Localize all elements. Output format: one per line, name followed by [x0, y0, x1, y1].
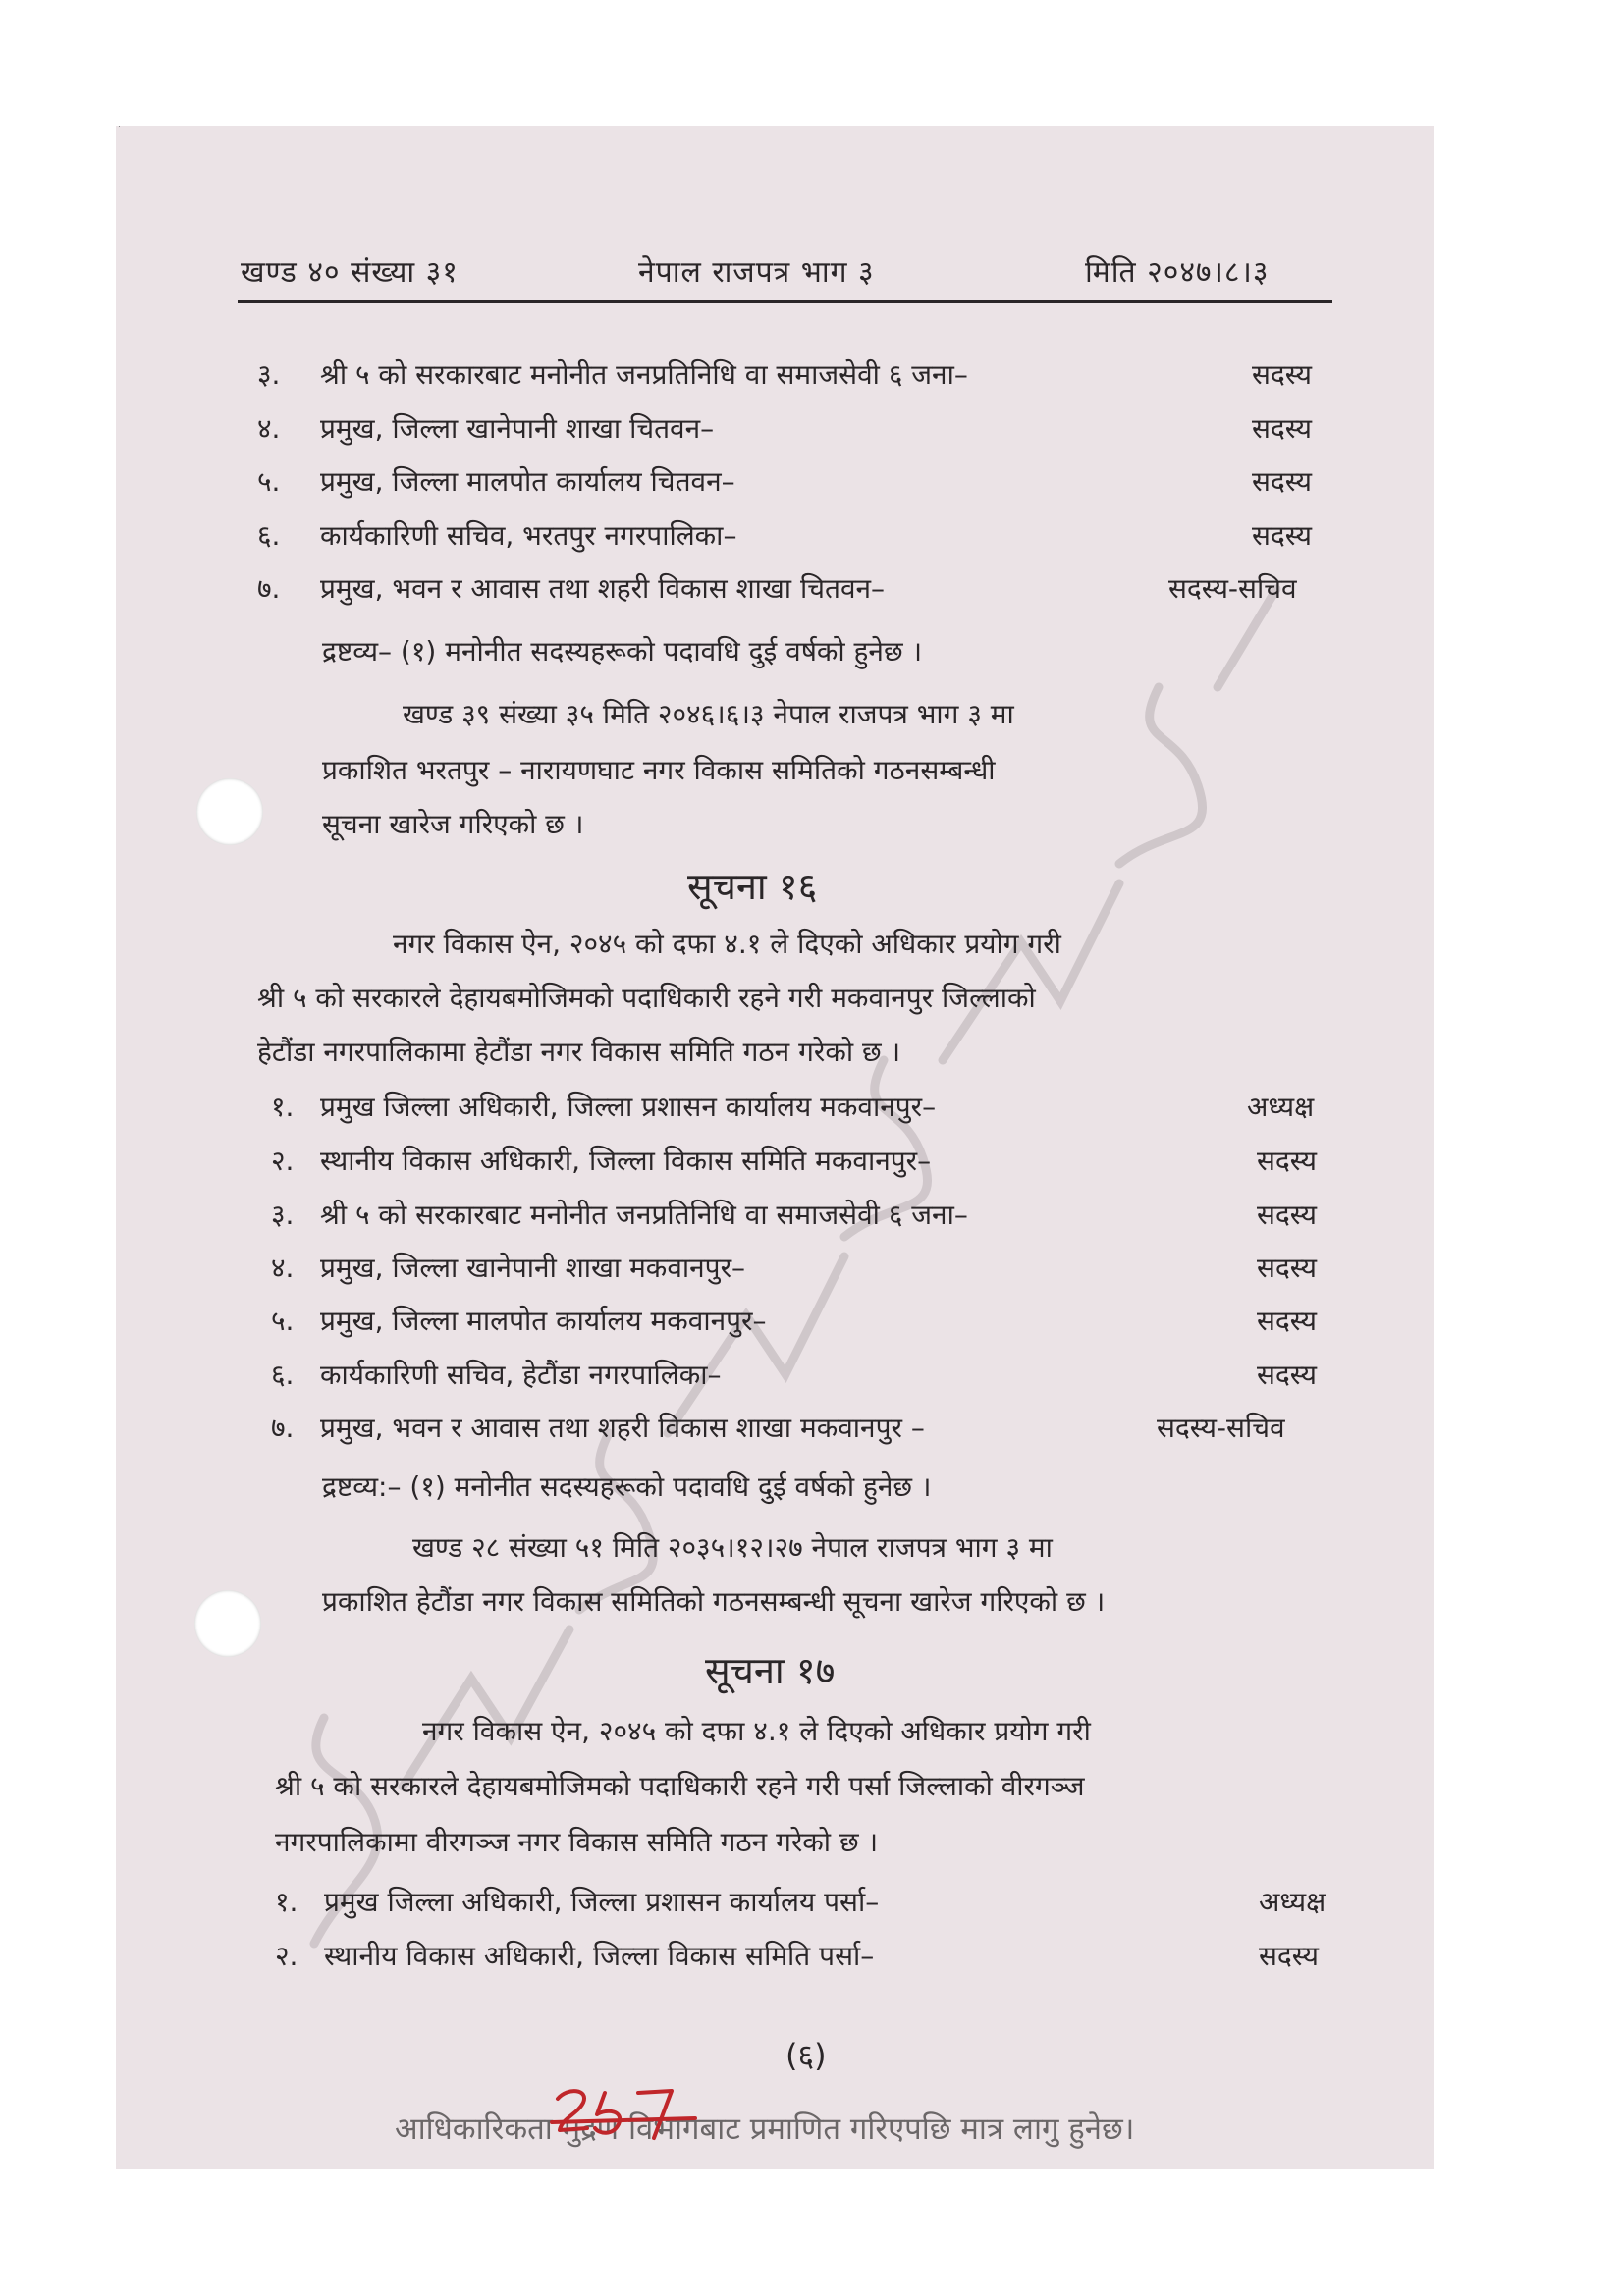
issue-number: खण्ड ४० संख्या ३१: [241, 255, 459, 290]
item-text: प्रमुख जिल्ला अधिकारी, जिल्ला प्रशासन कार्यालय मकवानपुर–: [320, 1091, 937, 1123]
item-text: प्रमुख, भवन र आवास तथा शहरी विकास शाखा मकवानपुर –: [320, 1412, 925, 1444]
item-text: प्रमुख, भवन र आवास तथा शहरी विकास शाखा चितवन–: [320, 572, 886, 605]
repeal-line: खण्ड २८ संख्या ५१ मिति २०३५।१२।२७ नेपाल राजपत्र भाग ३ मा: [412, 1531, 1053, 1564]
item-number: ४.: [257, 412, 281, 445]
page-number: (६): [785, 2037, 827, 2074]
item-role: सदस्य-सचिव: [1168, 572, 1297, 605]
list-item: [0, 1249, 1624, 1292]
item-number: १.: [271, 1091, 295, 1123]
item-number: ३.: [257, 358, 281, 391]
item-text: प्रमुख, जिल्ला खानेपानी शाखा मकवानपुर–: [320, 1252, 746, 1284]
item-role: सदस्य: [1252, 412, 1312, 445]
list-item: [0, 1302, 1624, 1345]
list-item: [0, 1142, 1624, 1185]
item-text: स्थानीय विकास अधिकारी, जिल्ला विकास समिति पर्सा–: [324, 1940, 875, 1972]
notice-heading: सूचना १७: [705, 1649, 836, 1692]
list-item: [0, 409, 1624, 453]
item-role: सदस्य: [1252, 465, 1312, 498]
item-number: २.: [275, 1940, 298, 1972]
list-item: [0, 569, 1624, 613]
item-role: अध्यक्ष: [1259, 1886, 1326, 1918]
item-role: सदस्य-सचिव: [1157, 1412, 1285, 1444]
repeal-line: प्रकाशित हेटौंडा नगर विकास समितिको गठनसम्बन्धी सूचना खारेज गरिएको छ ।: [322, 1585, 1106, 1618]
list-item: [0, 1937, 1624, 1980]
item-role: सदस्य: [1257, 1359, 1317, 1391]
item-text: स्थानीय विकास अधिकारी, जिल्ला विकास समिति मकवानपुर–: [320, 1145, 932, 1177]
item-text: प्रमुख, जिल्ला खानेपानी शाखा चितवन–: [320, 412, 715, 445]
item-number: ७.: [271, 1412, 295, 1444]
repeal-line: सूचना खारेज गरिएको छ ।: [322, 808, 584, 840]
item-role: सदस्य: [1257, 1252, 1317, 1284]
item-text: प्रमुख, जिल्ला मालपोत कार्यालय मकवानपुर–: [320, 1305, 767, 1337]
repeal-line: खण्ड ३९ संख्या ३५ मिति २०४६।६।३ नेपाल राजपत्र भाग ३ मा: [403, 698, 1014, 730]
item-number: ६.: [257, 519, 281, 552]
item-number: ७.: [257, 572, 281, 605]
item-number: ५.: [257, 465, 281, 498]
page-corner-mark: [119, 126, 120, 127]
handwritten-page-number: [548, 2079, 705, 2148]
note-text: द्रष्टव्य:– (१) मनोनीत सदस्यहरूको पदावधि दुई वर्षको हुनेछ ।: [322, 1470, 932, 1503]
item-number: १.: [275, 1886, 298, 1918]
item-role: सदस्य: [1257, 1305, 1317, 1337]
list-item: [0, 516, 1624, 560]
item-text: श्री ५ को सरकारबाट मनोनीत जनप्रतिनिधि वा समाजसेवी ६ जना–: [320, 1199, 968, 1231]
issue-date: मिति २०४७।८।३: [1085, 255, 1270, 290]
item-number: ३.: [271, 1199, 295, 1231]
list-item: [0, 1409, 1624, 1452]
item-number: २.: [271, 1145, 295, 1177]
item-role: सदस्य: [1252, 519, 1312, 552]
list-item: [0, 1088, 1624, 1131]
item-role: अध्यक्ष: [1247, 1091, 1315, 1123]
item-role: सदस्य: [1257, 1199, 1317, 1231]
list-item: [0, 1196, 1624, 1239]
punch-hole-bottom: [194, 1590, 261, 1657]
notice-body-line: नगर विकास ऐन, २०४५ को दफा ४.१ ले दिएको अधिकार प्रयोग गरी: [393, 928, 1061, 960]
notice-body-line: हेटौंडा नगरपालिकामा हेटौंडा नगर विकास समिति गठन गरेको छ ।: [257, 1036, 901, 1068]
list-item: [0, 355, 1624, 399]
gazette-title: नेपाल राजपत्र भाग ३: [638, 255, 875, 290]
item-text: श्री ५ को सरकारबाट मनोनीत जनप्रतिनिधि वा समाजसेवी ६ जना–: [320, 358, 968, 391]
notice-body-line: श्री ५ को सरकारले देहायबमोजिमको पदाधिकारी रहने गरी मकवानपुर जिल्लाको: [257, 982, 1036, 1014]
item-text: कार्यकारिणी सचिव, भरतपुर नगरपालिका–: [320, 519, 737, 552]
notice-heading: सूचना १६: [687, 865, 818, 908]
item-number: ६.: [271, 1359, 295, 1391]
list-item: [0, 1883, 1624, 1926]
authenticity-footer: आधिकारिकता मुद्रण विभागबाट प्रमाणित गरिएपछि मात्र लागु हुनेछ।: [395, 2111, 1135, 2147]
note-text: द्रष्टव्य– (१) मनोनीत सदस्यहरूको पदावधि दुई वर्षको हुनेछ ।: [322, 635, 923, 667]
list-item: [0, 1356, 1624, 1399]
punch-hole-top: [196, 778, 263, 845]
header-rule: [238, 300, 1332, 303]
notice-body-line: नगर विकास ऐन, २०४५ को दफा ४.१ ले दिएको अधिकार प्रयोग गरी: [422, 1715, 1091, 1747]
item-role: सदस्य: [1259, 1940, 1319, 1972]
list-item: [0, 462, 1624, 506]
item-role: सदस्य: [1252, 358, 1312, 391]
repeal-line: प्रकाशित भरतपुर – नारायणघाट नगर विकास समितिको गठनसम्बन्धी: [322, 754, 996, 786]
item-text: कार्यकारिणी सचिव, हेटौंडा नगरपालिका–: [320, 1359, 722, 1391]
item-role: सदस्य: [1257, 1145, 1317, 1177]
item-text: प्रमुख, जिल्ला मालपोत कार्यालय चितवन–: [320, 465, 735, 498]
item-number: ४.: [271, 1252, 295, 1284]
notice-body-line: श्री ५ को सरकारले देहायबमोजिमको पदाधिकारी रहने गरी पर्सा जिल्लाको वीरगञ्ज: [275, 1770, 1085, 1802]
item-number: ५.: [271, 1305, 295, 1337]
item-text: प्रमुख जिल्ला अधिकारी, जिल्ला प्रशासन कार्यालय पर्सा–: [324, 1886, 880, 1918]
notice-body-line: नगरपालिकामा वीरगञ्ज नगर विकास समिति गठन गरेको छ ।: [275, 1826, 879, 1858]
